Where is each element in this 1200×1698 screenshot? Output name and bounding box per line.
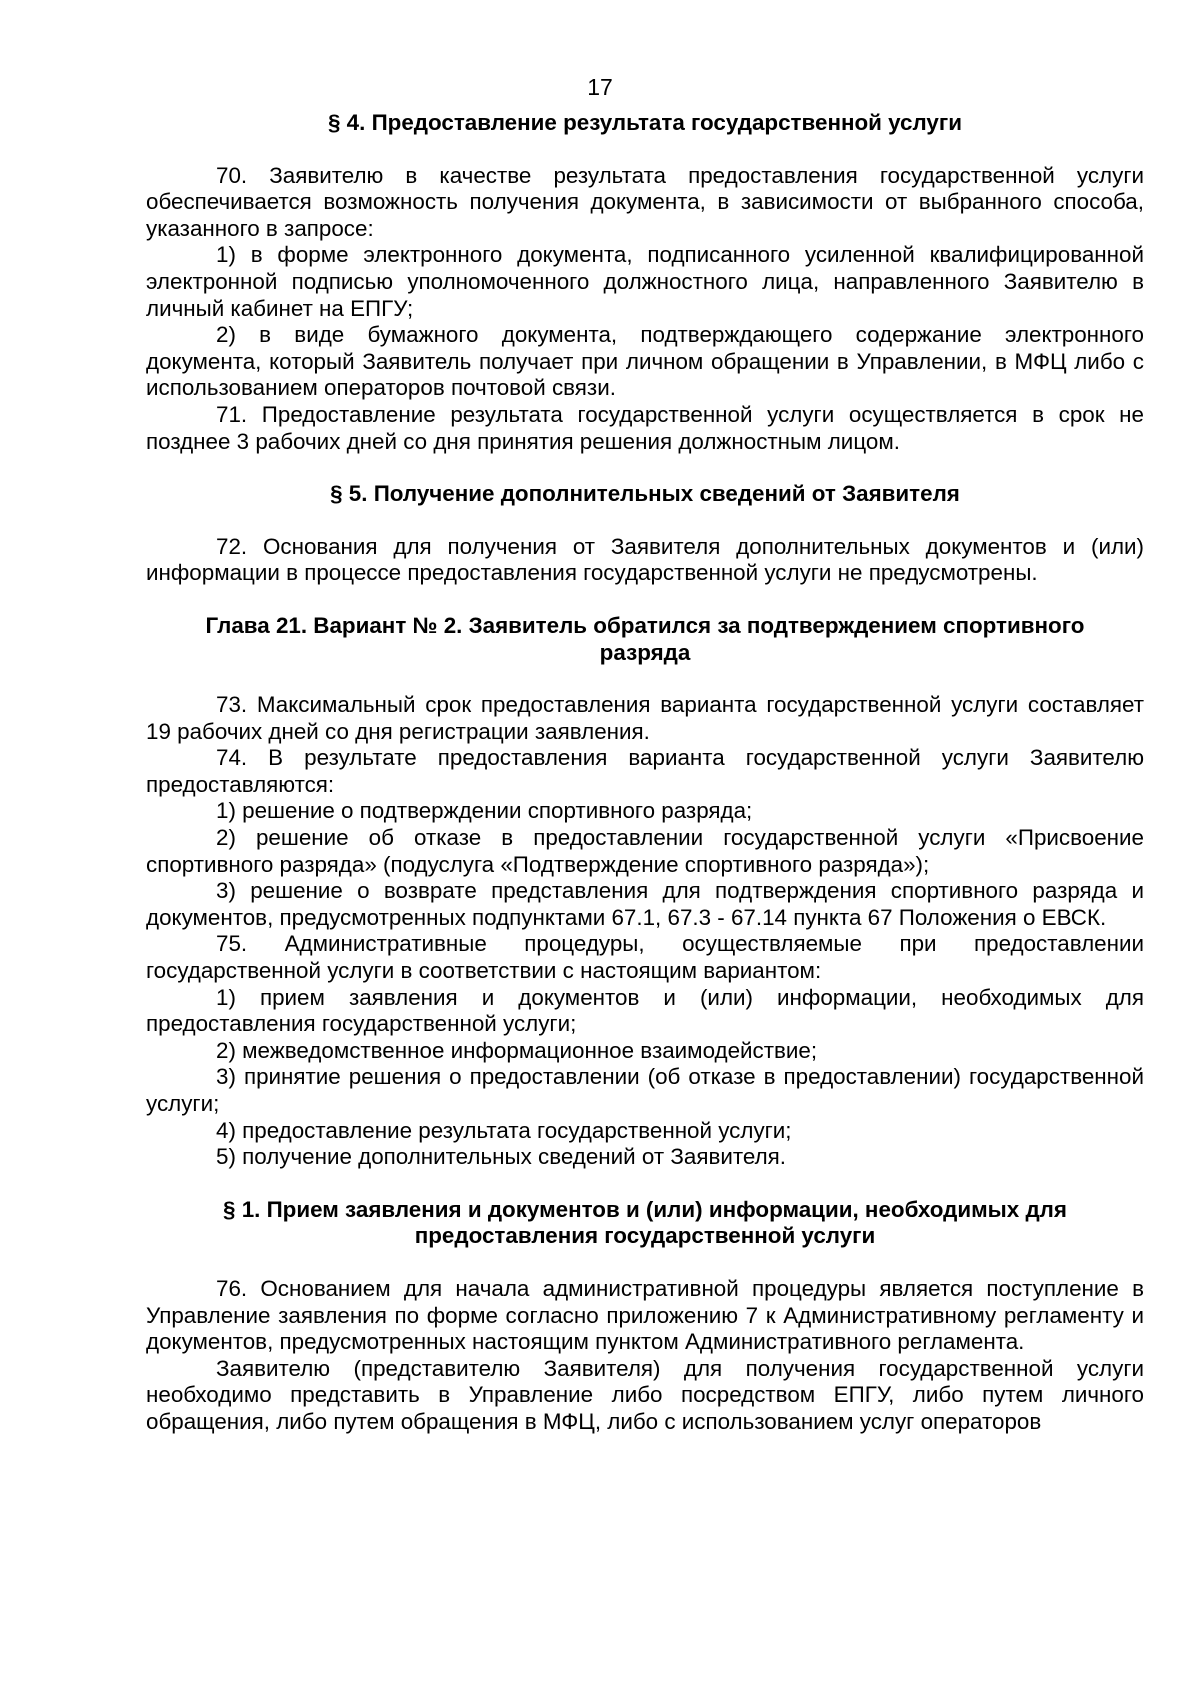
paragraph-74: 74. В результате предоставления варианта государственной услуги Заявителю предоставляются: [146, 745, 1144, 797]
paragraph-76: 76. Основанием для начала административной процедуры является поступление в Управление заявления по форме согласно приложению 7 к Административному регламенту и документов, предусмотренных настоящим пунктом Административного регламента. [146, 1275, 1144, 1355]
paragraph-75: 75. Административные процедуры, осуществляемые при предоставлении государственной услуги в соответствии с настоящим вариантом: [146, 931, 1144, 984]
spacer [146, 666, 1144, 692]
chapter-heading-21: Глава 21. Вариант № 2. Заявитель обратился за подтверждением спортивного разряда [205, 612, 1085, 665]
spacer [146, 587, 1144, 613]
paragraph-75-3: 3) принятие решения о предоставлении (об отказе в предоставлении) государственной услуги; [146, 1064, 1144, 1116]
paragraph-74-2: 2) решение об отказе в предоставлении государственной услуги «Присвоение спортивного разряда» (подуслуга «Подтверждение спортивного разряда»); [146, 825, 1144, 877]
spacer [146, 455, 1144, 481]
section-heading-4: § 4. Предоставление результата государственной услуги [328, 110, 962, 135]
spacer [146, 137, 1144, 163]
paragraph-75-1: 1) прием заявления и документов и (или) информации, необходимых для предоставления государственной услуги; [146, 984, 1144, 1037]
section-heading-1: § 1. Прием заявления и документов и (или) информации, необходимых для предоставления государственной услуги [223, 1196, 1067, 1249]
paragraph-70-1: 1) в форме электронного документа, подписанного усиленной квалифицированной электронной подписью уполномоченного должностного лица, направленного Заявителю в личный кабинет на ЕПГУ; [146, 242, 1144, 321]
paragraph-75-2: 2) межведомственное информационное взаимодействие; [216, 1037, 818, 1063]
spacer [146, 508, 1144, 534]
paragraph-70: 70. Заявителю в качестве результата предоставления государственной услуги обеспечивается возможность получения документа, в зависимости от выбранного способа, указанного в запросе: [146, 162, 1144, 241]
paragraph-76-continued: Заявителю (представителю Заявителя) для получения государственной услуги необходимо представить в Управление либо посредством ЕПГУ, либо путем личного обращения, либо путем обращения в МФЦ, либо с использованием услуг операторов [146, 1355, 1144, 1434]
paragraph-71: 71. Предоставление результата государственной услуги осуществляется в срок не позднее 3 рабочих дней со дня принятия решения должностным лицом. [146, 401, 1144, 454]
paragraph-70-2: 2) в виде бумажного документа, подтверждающего содержание электронного документа, который Заявитель получает при личном обращении в Управлении, в МФЦ либо с использованием операторов почтовой связи. [146, 322, 1144, 401]
paragraph-75-5: 5) получение дополнительных сведений от Заявителя. [216, 1144, 786, 1170]
section-heading-5: § 5. Получение дополнительных сведений от Заявителя [330, 481, 960, 507]
paragraph-74-1: 1) решение о подтверждении спортивного разряда; [216, 798, 753, 824]
page-number: 17 [587, 74, 613, 100]
paragraph-73: 73. Максимальный срок предоставления варианта государственной услуги составляет 19 рабочих дней со дня регистрации заявления. [146, 692, 1144, 744]
document-content [146, 110, 1144, 1436]
spacer [146, 1171, 1144, 1197]
paragraph-75-4: 4) предоставление результата государственной услуги; [216, 1117, 792, 1143]
paragraph-72: 72. Основания для получения от Заявителя дополнительных документов и (или) информации в процессе предоставления государственной услуги не предусмотрены. [146, 533, 1144, 586]
paragraph-74-3: 3) решение о возврате представления для подтверждения спортивного разряда и документов, предусмотренных подпунктами 67.1, 67.3 - 67.14 пункта 67 Положения о ЕВСК. [146, 878, 1144, 930]
spacer [146, 1250, 1144, 1276]
